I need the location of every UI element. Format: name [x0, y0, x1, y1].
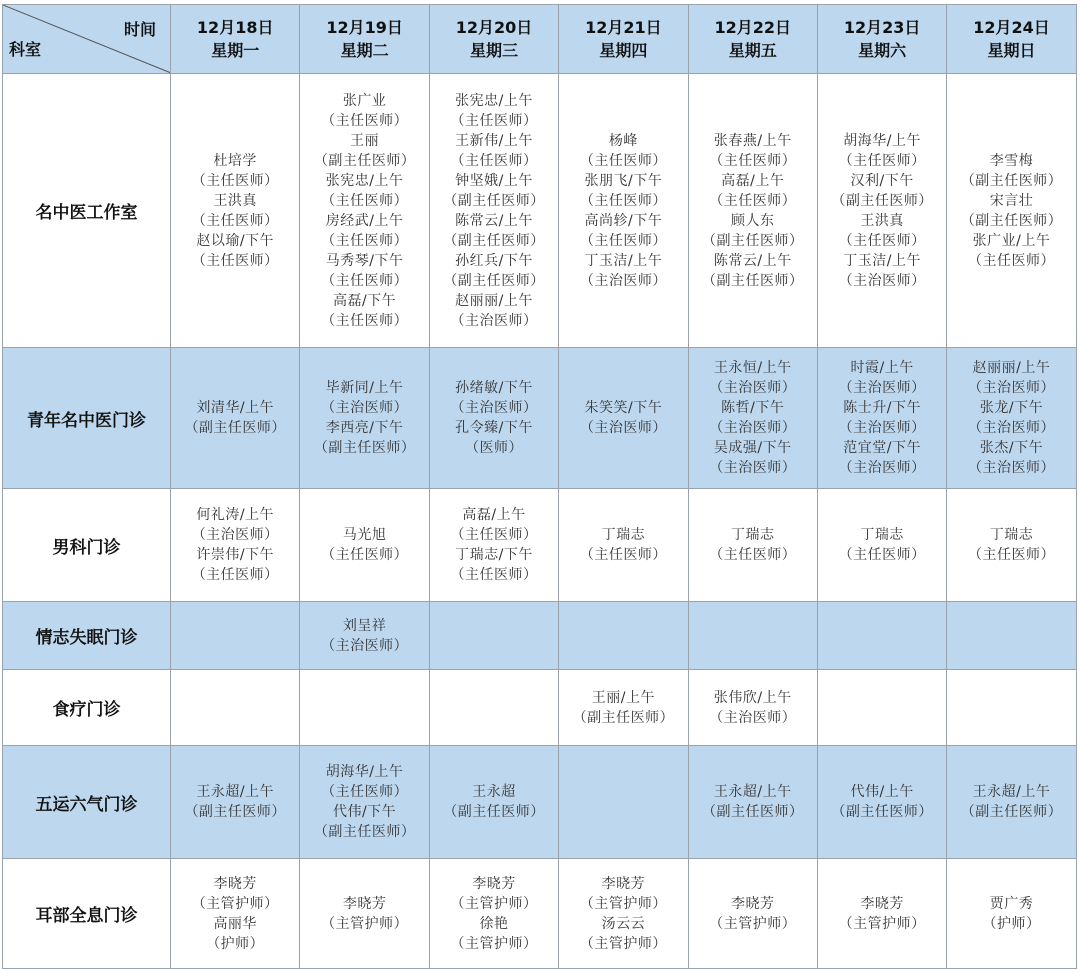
schedule-cell	[300, 348, 429, 489]
day-header	[300, 5, 429, 74]
schedule-cell	[300, 670, 429, 746]
doctor-name: 李晓芳	[342, 895, 387, 912]
schedule-cell	[171, 602, 300, 670]
doctor-name: 王永超/上午	[713, 784, 792, 800]
doctor-name: 胡海华/上午	[325, 764, 404, 780]
doctor-name: 王永超/上午	[196, 784, 275, 800]
doctor-title: （主任医师）	[968, 547, 1056, 563]
doctor-title: （主治医师）	[579, 272, 667, 289]
doctor-title: （主任医师）	[838, 232, 926, 249]
day-weekday: 星期一	[211, 41, 260, 60]
doctor-name: 张宪忠/上午	[325, 172, 404, 189]
doctor-title: （副主任医师）	[443, 272, 545, 289]
day-header	[171, 5, 300, 74]
day-date: 12月22日	[714, 18, 792, 37]
doctor-name: 张春燕/上午	[713, 132, 792, 149]
doctor-title: （主治医师）	[838, 380, 926, 396]
day-header	[688, 5, 817, 74]
doctor-title: （副主任医师）	[960, 212, 1063, 229]
schedule-cell	[171, 74, 300, 348]
doctor-name: 陈常云/上午	[455, 212, 533, 229]
schedule-container	[2, 4, 1077, 969]
doctor-title: （主任医师）	[838, 152, 926, 169]
schedule-cell	[429, 348, 558, 489]
day-weekday: 星期五	[728, 41, 777, 60]
doctor-name: 高磊/上午	[462, 507, 526, 523]
doctor-title: （主管护师）	[709, 915, 797, 932]
schedule-cell	[559, 670, 688, 746]
doctor-name: 丁瑞志	[601, 527, 646, 543]
doctor-title: （护师）	[206, 935, 265, 952]
schedule-cell	[947, 74, 1076, 348]
doctor-title: （主治医师）	[321, 400, 409, 416]
schedule-cell	[429, 746, 558, 859]
doctor-name: 刘呈祥	[342, 617, 387, 634]
header-row	[3, 5, 1077, 74]
doctor-name: 丁玉洁/上午	[843, 252, 921, 269]
schedule-cell	[817, 74, 946, 348]
doctor-name: 赵丽丽/上午	[972, 360, 1051, 376]
doctor-title: （主任医师）	[191, 567, 279, 583]
doctor-name: 马秀琴/下午	[325, 252, 404, 269]
doctor-title: （主治医师）	[968, 420, 1056, 436]
doctor-title: （主任医师）	[321, 232, 409, 249]
doctor-name: 李雪梅	[989, 152, 1034, 169]
schedule-cell	[171, 489, 300, 602]
doctor-title: （主任医师）	[579, 152, 667, 169]
clinic-schedule-table	[2, 4, 1077, 969]
doctor-name: 孙绪敏/下午	[455, 380, 533, 396]
schedule-cell	[171, 348, 300, 489]
schedule-cell	[688, 489, 817, 602]
doctor-title: （主管护师）	[191, 895, 279, 912]
doctor-name: 杜培学	[213, 152, 257, 169]
schedule-cell	[947, 859, 1076, 969]
doctor-name: 李晓芳	[601, 875, 646, 892]
schedule-cell	[688, 746, 817, 859]
doctor-name: 房经武/上午	[325, 212, 404, 229]
doctor-title: （副主任医师）	[313, 824, 416, 840]
schedule-body	[3, 74, 1077, 969]
doctor-name: 吴成强/下午	[713, 440, 792, 456]
schedule-row	[3, 74, 1077, 348]
day-date: 12月19日	[326, 18, 403, 37]
doctor-title: （主管护师）	[579, 895, 667, 912]
doctor-name: 陈常云/上午	[713, 252, 792, 269]
schedule-row	[3, 489, 1077, 602]
doctor-name: 高磊/下午	[332, 292, 397, 309]
doctor-title: （主任医师）	[450, 152, 538, 169]
schedule-cell	[817, 859, 946, 969]
doctor-title: （副主任医师）	[831, 192, 933, 209]
doctor-title: （主治医师）	[321, 637, 409, 654]
doctor-title: （主任医师）	[450, 112, 538, 129]
doctor-name: 顾人东	[731, 212, 775, 229]
department-name: 男科门诊	[3, 489, 171, 602]
doctor-title: （主治医师）	[450, 312, 538, 329]
doctor-title: （主治医师）	[450, 400, 538, 416]
doctor-name: 王永恒/上午	[713, 360, 792, 376]
schedule-cell	[429, 74, 558, 348]
doctor-name: 高磊/上午	[721, 172, 785, 189]
schedule-cell	[688, 670, 817, 746]
day-date: 12月21日	[585, 18, 662, 37]
schedule-cell	[688, 859, 817, 969]
department-name: 五运六气门诊	[3, 746, 171, 859]
doctor-title: （主治医师）	[838, 420, 926, 436]
doctor-title: （副主任医师）	[960, 172, 1063, 189]
schedule-cell	[947, 746, 1076, 859]
day-date: 12月20日	[455, 18, 533, 37]
doctor-title: （主任医师）	[709, 547, 797, 563]
day-date: 12月24日	[973, 18, 1050, 37]
schedule-cell	[559, 602, 688, 670]
doctor-title: （主任医师）	[191, 212, 279, 229]
schedule-cell	[171, 670, 300, 746]
schedule-cell	[300, 602, 429, 670]
doctor-name: 王丽	[350, 132, 380, 149]
doctor-name: 张伟欣/上午	[713, 689, 792, 706]
schedule-cell	[817, 746, 946, 859]
doctor-name: 许崇伟/下午	[196, 547, 275, 563]
doctor-title: （副主任医师）	[184, 420, 286, 436]
schedule-cell	[559, 489, 688, 602]
day-weekday: 星期三	[469, 41, 518, 60]
doctor-title: （副主任医师）	[443, 232, 545, 249]
doctor-name: 丁瑞志/下午	[455, 547, 533, 563]
corner-dept-label: 科室	[9, 40, 42, 59]
schedule-cell	[171, 746, 300, 859]
doctor-title: （医师）	[464, 440, 523, 456]
schedule-cell	[817, 348, 946, 489]
doctor-title: （主任医师）	[321, 272, 409, 289]
doctor-title: （主治医师）	[968, 380, 1056, 396]
schedule-row	[3, 670, 1077, 746]
doctor-name: 丁玉洁/上午	[584, 252, 663, 269]
schedule-cell	[429, 859, 558, 969]
doctor-title: （主任医师）	[968, 252, 1056, 269]
day-weekday: 星期四	[599, 41, 648, 60]
doctor-title: （副主任医师）	[702, 804, 804, 820]
department-name: 青年名中医门诊	[3, 348, 171, 489]
schedule-cell	[947, 670, 1076, 746]
schedule-cell	[300, 74, 429, 348]
doctor-title: （主管护师）	[321, 915, 409, 932]
schedule-cell	[429, 602, 558, 670]
schedule-cell	[559, 746, 688, 859]
department-name: 情志失眠门诊	[3, 602, 171, 670]
schedule-cell	[688, 74, 817, 348]
schedule-cell	[817, 602, 946, 670]
day-weekday: 星期二	[340, 41, 389, 60]
day-header	[947, 5, 1076, 74]
doctor-title: （主任医师）	[838, 547, 926, 563]
doctor-title: （副主任医师）	[702, 232, 804, 249]
doctor-title: （主管护师）	[579, 935, 667, 952]
corner-header-cell	[3, 5, 171, 74]
doctor-title: （主任医师）	[579, 192, 667, 209]
doctor-name: 王永超/上午	[972, 784, 1051, 800]
doctor-name: 王新伟/上午	[455, 132, 533, 149]
schedule-cell	[947, 348, 1076, 489]
schedule-cell	[817, 670, 946, 746]
doctor-name: 汤云云	[601, 915, 646, 932]
doctor-title: （主任医师）	[450, 567, 538, 583]
schedule-cell	[947, 489, 1076, 602]
doctor-name: 赵丽丽/上午	[455, 292, 533, 309]
doctor-title: （主任医师）	[191, 172, 279, 189]
day-weekday: 星期日	[987, 41, 1036, 60]
schedule-cell	[429, 670, 558, 746]
doctor-name: 王洪真	[860, 212, 904, 229]
doctor-name: 钟坚娥/上午	[455, 172, 533, 189]
doctor-title: （主任医师）	[450, 527, 538, 543]
doctor-title: （主治医师）	[191, 527, 279, 543]
doctor-title: （主治医师）	[709, 420, 797, 436]
doctor-title: （主任医师）	[321, 192, 409, 209]
doctor-name: 张杰/下午	[979, 440, 1044, 456]
doctor-name: 李晓芳	[213, 875, 257, 892]
doctor-name: 王永超	[472, 784, 516, 800]
doctor-name: 毕新同/上午	[325, 380, 404, 396]
doctor-title: （主治医师）	[968, 460, 1056, 476]
day-weekday: 星期六	[858, 41, 907, 60]
doctor-name: 陈哲/下午	[721, 400, 785, 416]
schedule-cell	[429, 489, 558, 602]
doctor-name: 代伟/上午	[850, 784, 914, 800]
schedule-cell	[817, 489, 946, 602]
doctor-name: 张广业	[342, 92, 387, 109]
day-date: 12月23日	[843, 18, 921, 37]
doctor-title: （主任医师）	[321, 312, 409, 329]
doctor-name: 高尚轸/下午	[584, 212, 663, 229]
doctor-name: 杨峰	[608, 132, 638, 149]
doctor-title: （主任医师）	[321, 112, 409, 129]
doctor-name: 孙红兵/下午	[455, 252, 533, 269]
doctor-name: 汉利/下午	[850, 172, 914, 189]
doctor-title: （主任医师）	[321, 547, 409, 563]
doctor-title: （副主任医师）	[313, 440, 416, 456]
doctor-title: （主任医师）	[321, 784, 409, 800]
doctor-name: 李西亮/下午	[325, 420, 404, 436]
doctor-name: 王丽/上午	[591, 689, 655, 706]
schedule-cell	[300, 746, 429, 859]
schedule-cell	[947, 602, 1076, 670]
doctor-name: 刘清华/上午	[196, 400, 275, 416]
doctor-name: 朱笑笑/下午	[584, 400, 663, 416]
doctor-name: 张龙/下午	[979, 400, 1044, 416]
doctor-name: 徐艳	[479, 915, 509, 932]
doctor-title: （主治医师）	[709, 460, 797, 476]
schedule-row	[3, 348, 1077, 489]
doctor-name: 宋言壮	[989, 192, 1034, 209]
department-name: 名中医工作室	[3, 74, 171, 348]
doctor-title: （主任医师）	[709, 152, 797, 169]
doctor-title: （副主任医师）	[184, 804, 286, 820]
doctor-title: （主治医师）	[838, 460, 926, 476]
schedule-cell	[688, 602, 817, 670]
doctor-title: （副主任医师）	[831, 804, 933, 820]
doctor-name: 张朋飞/下午	[584, 172, 663, 189]
doctor-name: 贾广秀	[989, 895, 1034, 912]
schedule-cell	[300, 489, 429, 602]
schedule-cell	[559, 348, 688, 489]
day-header	[559, 5, 688, 74]
doctor-name: 何礼涛/上午	[196, 507, 275, 523]
day-header	[429, 5, 558, 74]
doctor-name: 胡海华/上午	[843, 132, 921, 149]
doctor-title: （主任医师）	[579, 547, 667, 563]
doctor-name: 孔令臻/下午	[455, 420, 533, 436]
doctor-name: 高丽华	[213, 915, 257, 932]
doctor-title: （主治医师）	[709, 380, 797, 396]
doctor-title: （副主任医师）	[443, 192, 545, 209]
department-name: 食疗门诊	[3, 670, 171, 746]
doctor-title: （副主任医师）	[572, 709, 675, 726]
doctor-name: 张广业/上午	[972, 232, 1051, 249]
doctor-name: 代伟/下午	[332, 804, 397, 820]
doctor-name: 丁瑞志	[731, 527, 775, 543]
schedule-row	[3, 602, 1077, 670]
doctor-name: 王洪真	[213, 192, 257, 209]
doctor-title: （副主任医师）	[960, 804, 1063, 820]
doctor-title: （主任医师）	[579, 232, 667, 249]
doctor-title: （护师）	[982, 915, 1041, 932]
doctor-name: 李晓芳	[472, 875, 516, 892]
day-header	[817, 5, 946, 74]
doctor-title: （主治医师）	[579, 420, 667, 436]
schedule-cell	[300, 859, 429, 969]
doctor-name: 马光旭	[342, 527, 387, 543]
schedule-cell	[559, 859, 688, 969]
schedule-cell	[171, 859, 300, 969]
doctor-name: 时霞/上午	[850, 360, 914, 376]
schedule-row	[3, 859, 1077, 969]
doctor-title: （主管护师）	[450, 935, 538, 952]
doctor-title: （主管护师）	[838, 915, 926, 932]
doctor-title: （主任医师）	[191, 252, 279, 269]
doctor-name: 李晓芳	[731, 895, 775, 912]
doctor-title: （主治医师）	[709, 709, 797, 726]
doctor-name: 赵以瑜/下午	[196, 232, 275, 249]
doctor-title: （副主任医师）	[702, 272, 804, 289]
doctor-name: 张宪忠/上午	[455, 92, 533, 109]
doctor-title: （主管护师）	[450, 895, 538, 912]
corner-time-label: 时间	[123, 20, 156, 39]
doctor-name: 李晓芳	[860, 895, 904, 912]
schedule-cell	[559, 74, 688, 348]
doctor-title: （副主任医师）	[313, 152, 416, 169]
doctor-name: 丁瑞志	[860, 527, 904, 543]
doctor-title: （主任医师）	[709, 192, 797, 209]
doctor-name: 范宜堂/下午	[843, 440, 921, 456]
day-date: 12月18日	[196, 18, 274, 37]
doctor-title: （主治医师）	[838, 272, 926, 289]
doctor-title: （副主任医师）	[443, 804, 545, 820]
schedule-cell	[688, 348, 817, 489]
schedule-row	[3, 746, 1077, 859]
doctor-name: 陈士升/下午	[843, 400, 921, 416]
department-name: 耳部全息门诊	[3, 859, 171, 969]
doctor-name: 丁瑞志	[989, 527, 1034, 543]
